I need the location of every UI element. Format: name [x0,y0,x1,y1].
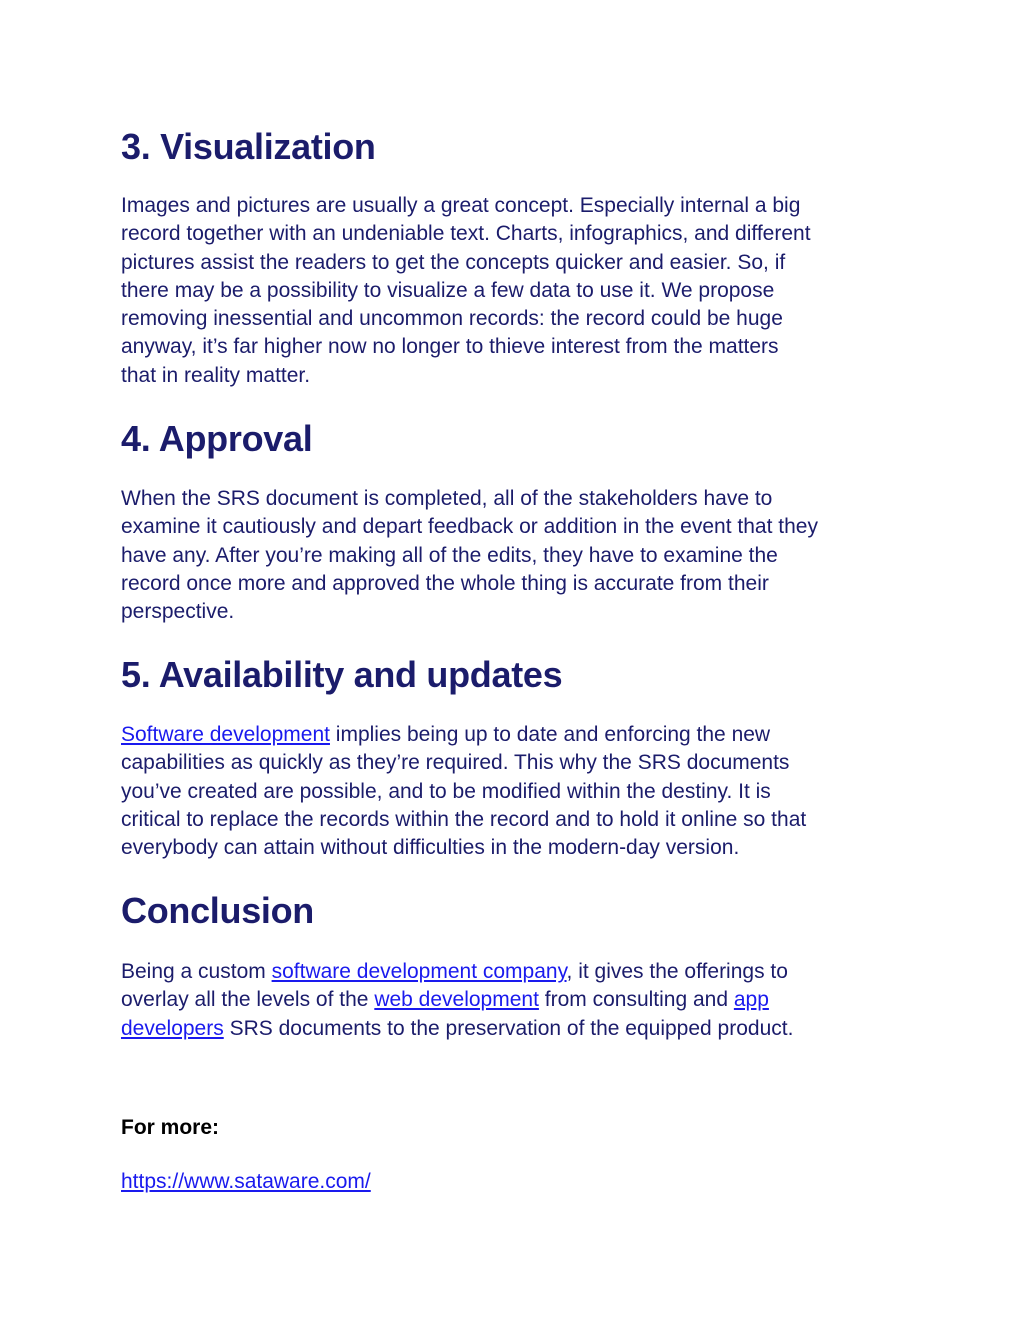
text-line: record once more and approved the whole thing is accurate from their [121,571,769,595]
app-developers-link-part1[interactable]: app [733,988,769,1012]
text-line: When the SRS document is completed, all of the stakeholders have to [121,487,773,510]
software-development-company-link[interactable]: software development company [271,960,567,983]
text-line: removing inessential and uncommon records: the record could be huge [121,307,783,331]
text-line: you’ve created are possible, and to be modified within the destiny. It is [121,779,771,803]
text-fragment: implies being up to date and enforcing the new [329,723,771,746]
section-heading-visualization: 3. Visualization [121,126,376,167]
text-fragment: overlay all the levels of the [121,988,375,1012]
text-line: everybody can attain without difficulties in the modern-day version. [121,836,740,860]
text-line: anyway, it’s far higher now no longer to thieve interest from the matters [121,335,779,359]
text-line: perspective. [121,600,235,624]
text-line: critical to replace the records within the record and to hold it online so that [121,807,807,831]
sataware-website-link[interactable]: https://www.sataware.com/ [121,1170,371,1193]
paragraph-availability [121,721,911,862]
for-more-label: For more: [121,1116,220,1139]
web-development-link[interactable]: web development [374,988,539,1012]
paragraph-conclusion [121,958,911,1043]
paragraph-approval [121,485,911,626]
text-line: examine it cautiously and depart feedback or addition in the event that they [121,515,818,539]
text-fragment: SRS documents to the preservation of the equipped product. [223,1016,794,1040]
text-line: capabilities as quickly as they’re required. This why the SRS documents [121,751,790,775]
text-line: record together with an undeniable text. Charts, infographics, and different [121,222,811,246]
text-fragment: , it gives the offerings to [566,960,788,983]
website-link-container [121,1170,371,1194]
software-development-link[interactable]: Software development [121,723,330,746]
section-heading-approval: 4. Approval [121,418,313,459]
text-line: there may be a possibility to visualize a few data to use it. We propose [121,278,775,302]
text-fragment: from consulting and [538,988,734,1012]
text-line: Images and pictures are usually a great concept. Especially internal a big [121,194,801,217]
app-developers-link-part2[interactable]: developers [121,1016,224,1040]
section-heading-availability: 5. Availability and updates [121,654,563,695]
text-fragment: Being a custom [121,960,272,983]
text-line: that in reality matter. [121,363,311,387]
section-heading-conclusion: Conclusion [121,890,314,931]
paragraph-visualization [121,192,911,390]
text-line: pictures assist the readers to get the concepts quicker and easier. So, if [121,250,786,274]
text-line: have any. After you’re making all of the edits, they have to examine the [121,543,778,567]
